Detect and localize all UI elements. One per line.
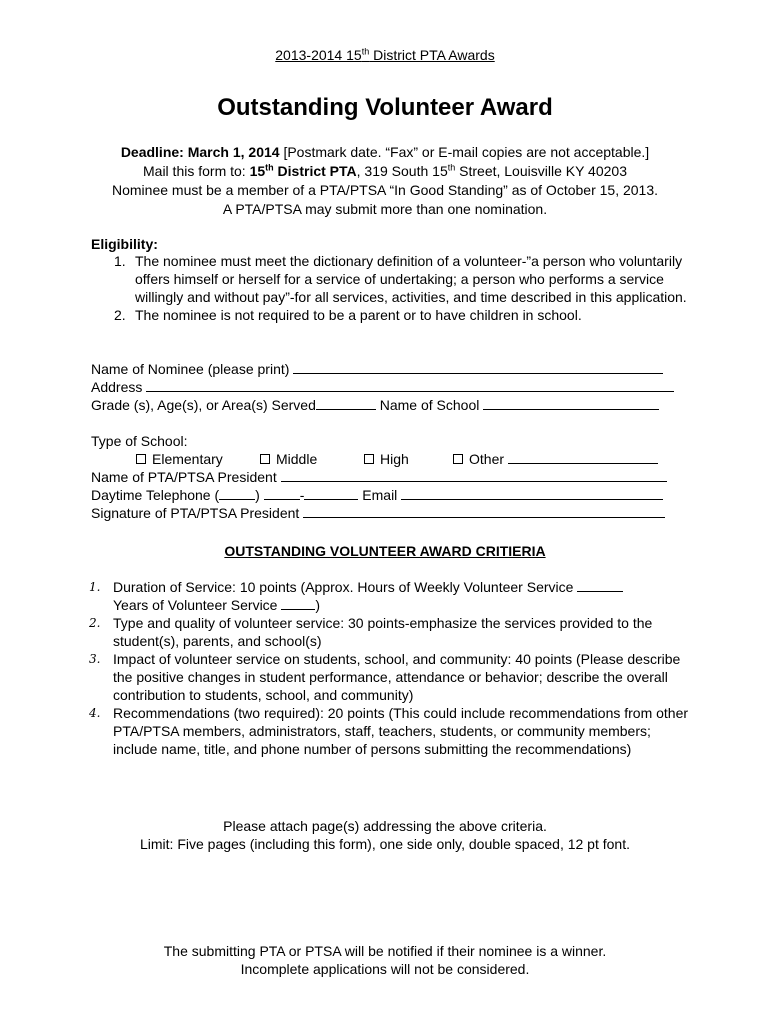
school-name-field[interactable] bbox=[483, 396, 659, 410]
signature-field[interactable] bbox=[303, 504, 665, 518]
other-field[interactable] bbox=[508, 450, 658, 464]
school-type-label: Type of School: bbox=[91, 433, 188, 449]
other-label: Other bbox=[469, 451, 508, 467]
phone-prefix-field[interactable] bbox=[264, 486, 300, 500]
high-option[interactable] bbox=[364, 450, 409, 468]
header-year: 2013-2014 15 bbox=[275, 47, 362, 63]
signature-label: Signature of PTA/PTSA President bbox=[91, 505, 304, 521]
phone-label: Daytime Telephone ( bbox=[91, 487, 220, 503]
area-code-field[interactable] bbox=[219, 486, 255, 500]
president-name-field[interactable] bbox=[281, 468, 667, 482]
grade-label: Grade (s), Age(s), or Area(s) Served bbox=[91, 397, 316, 413]
criteria-item-text bbox=[113, 578, 689, 614]
criteria-item bbox=[89, 704, 689, 758]
criteria-item bbox=[89, 578, 689, 614]
years-field[interactable] bbox=[281, 596, 315, 610]
header-rest: District PTA Awards bbox=[369, 47, 495, 63]
phone-number-field[interactable] bbox=[304, 486, 358, 500]
phone-dash: - bbox=[299, 487, 305, 503]
duration-text: Duration of Service: 10 points (Approx. Hours of Weekly Volunteer Service bbox=[113, 579, 578, 595]
address-label: Address bbox=[91, 379, 147, 395]
attachment-instructions bbox=[0, 817, 770, 853]
criteria-item-number: 2. bbox=[89, 616, 101, 630]
school-type-label-row bbox=[91, 432, 691, 450]
grade-field[interactable] bbox=[316, 396, 376, 410]
mail-line bbox=[0, 162, 770, 181]
membership-line: Nominee must be a member of a PTA/PTSA “In Good Standing” as of October 15, 2013. bbox=[111, 182, 659, 198]
phone-paren: ) bbox=[255, 487, 264, 503]
signature-row bbox=[91, 504, 691, 522]
spacer bbox=[91, 414, 691, 432]
criteria-list bbox=[89, 578, 689, 758]
attach-line-2: Limit: Five pages (including this form), one side only, double spaced, 12 pt font. bbox=[139, 836, 630, 852]
criteria-item bbox=[89, 614, 689, 650]
elementary-checkbox[interactable] bbox=[136, 454, 146, 464]
middle-checkbox[interactable] bbox=[260, 454, 270, 464]
president-name-row bbox=[91, 468, 691, 486]
email-label: Email bbox=[358, 487, 402, 503]
high-label: High bbox=[380, 451, 409, 467]
deadline-note: [Postmark date. “Fax” or E-mail copies are not acceptable.] bbox=[279, 144, 650, 160]
criteria-heading: OUTSTANDING VOLUNTEER AWARD CRITIERIA bbox=[224, 543, 546, 559]
nomination-form bbox=[91, 360, 691, 522]
grade-row bbox=[91, 396, 691, 414]
mail-district-sup: th bbox=[265, 162, 274, 173]
page-title: Outstanding Volunteer Award bbox=[217, 94, 553, 121]
school-type-options bbox=[91, 450, 691, 468]
president-name-label: Name of PTA/PTSA President bbox=[91, 469, 281, 485]
other-checkbox[interactable] bbox=[453, 454, 463, 464]
email-field[interactable] bbox=[401, 486, 663, 500]
mail-address-sup: th bbox=[447, 162, 456, 173]
elementary-option[interactable] bbox=[136, 450, 223, 468]
eligibility-item-number: 1. bbox=[114, 253, 126, 269]
notice-line-2: Incomplete applications will not be considered. bbox=[240, 961, 530, 977]
years-paren: ) bbox=[315, 597, 321, 613]
middle-option[interactable] bbox=[260, 450, 317, 468]
eligibility-item bbox=[91, 252, 691, 306]
eligibility-item-text: The nominee must meet the dictionary definition of a volunteer-”a person who voluntarily offers himself or herself for a service of undertaking; a person who performs a service willingly and without pay”-for all services, activities, and time described in this application. bbox=[135, 253, 687, 305]
years-text: Years of Volunteer Service bbox=[113, 597, 282, 613]
middle-label: Middle bbox=[276, 451, 318, 467]
nominee-name-field[interactable] bbox=[293, 360, 663, 374]
deadline-line bbox=[0, 143, 770, 162]
eligibility-item-text: The nominee is not required to be a parent or to have children in school. bbox=[135, 307, 582, 323]
page-header bbox=[0, 46, 770, 64]
eligibility-heading: Eligibility: bbox=[91, 236, 158, 252]
eligibility-item-number: 2. bbox=[114, 307, 126, 323]
mail-prefix: Mail this form to: bbox=[143, 163, 250, 179]
weekly-hours-field[interactable] bbox=[577, 578, 623, 592]
phone-email-row bbox=[91, 486, 691, 504]
notice-line-1: The submitting PTA or PTSA will be notified if their nominee is a winner. bbox=[163, 943, 607, 959]
deadline-label: Deadline: March 1, 2014 bbox=[120, 144, 280, 160]
address-field[interactable] bbox=[146, 378, 674, 392]
mail-district-num: 15 bbox=[249, 163, 266, 179]
criteria-item-text: Type and quality of volunteer service: 30 points-emphasize the services provided to the student(s), parents, and school(s) bbox=[113, 615, 653, 649]
submission-info bbox=[0, 143, 770, 219]
eligibility-list bbox=[91, 252, 691, 324]
header-sup: th bbox=[361, 46, 370, 57]
criteria-item bbox=[89, 650, 689, 704]
nominee-name-row bbox=[91, 360, 691, 378]
mail-address-b: Street, Louisville KY 40203 bbox=[455, 163, 627, 179]
criteria-item-number: 4. bbox=[89, 706, 101, 720]
eligibility-item bbox=[91, 306, 691, 324]
elementary-label: Elementary bbox=[152, 451, 223, 467]
criteria-item-number: 3. bbox=[89, 652, 101, 666]
high-checkbox[interactable] bbox=[364, 454, 374, 464]
school-name-label: Name of School bbox=[375, 397, 484, 413]
criteria-item-text: Recommendations (two required): 20 points (This could include recommendations from other PTA/PTSA members, administrators, staff, teachers, students, or community members; include name, title, and phone number of persons submitting the recommendations) bbox=[113, 705, 689, 757]
mail-district-name: District PTA bbox=[273, 163, 357, 179]
notification-notice bbox=[0, 942, 770, 978]
other-option[interactable] bbox=[453, 450, 658, 468]
attach-line-1: Please attach page(s) addressing the above criteria. bbox=[223, 818, 547, 834]
multiple-nomination-line: A PTA/PTSA may submit more than one nomination. bbox=[222, 201, 548, 217]
nominee-name-label: Name of Nominee (please print) bbox=[91, 361, 294, 377]
criteria-item-text: Impact of volunteer service on students, school, and community: 40 points (Please describe the positive changes in student performance, attendance or behavior; describe the overall contribution to students, school, and community) bbox=[113, 651, 681, 703]
mail-address-a: , 319 South 15 bbox=[356, 163, 448, 179]
criteria-item-number: 1. bbox=[89, 580, 101, 594]
address-row bbox=[91, 378, 691, 396]
